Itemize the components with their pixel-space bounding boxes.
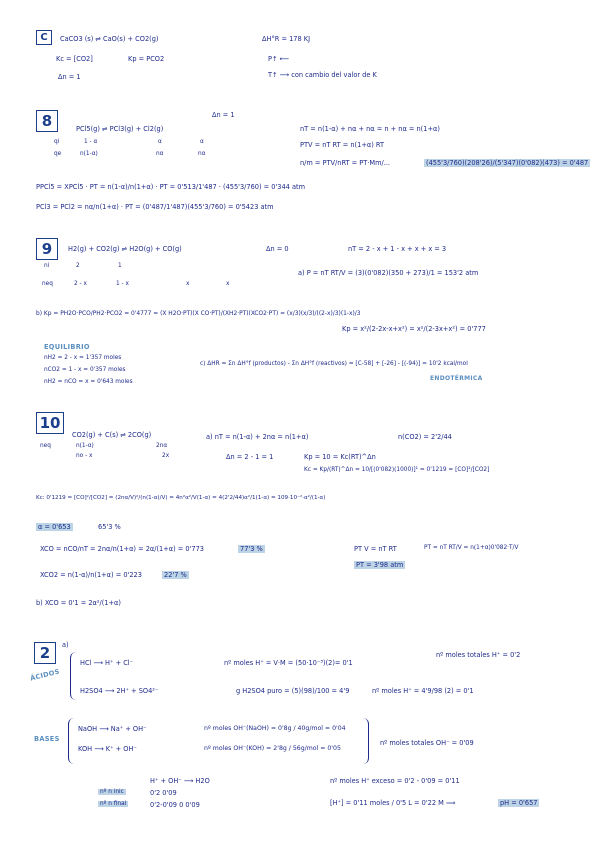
s9-delta-n: Δn = 0 bbox=[266, 245, 289, 253]
s10-x-co2-percent bbox=[162, 572, 189, 579]
s10-part-b: b) XCO = 0'1 = 2α²/(1+α) bbox=[36, 599, 121, 607]
s8-row-initial-label: qi bbox=[54, 139, 60, 145]
s9-total-moles: nT = 2 - x + 1 - x + x + x = 3 bbox=[348, 245, 447, 253]
s8-row-eq-p2: nα bbox=[198, 151, 206, 157]
section-8-box: 8 bbox=[36, 110, 58, 132]
s10-row-eq-co2: no - x bbox=[76, 453, 93, 459]
s9-row-eq-co2: 1 - x bbox=[116, 281, 129, 287]
s9-part-b: b) Kp = PH2O·PCO/PH2·PCO2 = 0'4777 = (X H2O·PT)(X CO·PT)/(XH2·PT)(XCO2·PT) = (x/3)(x/3)/((2-x)/3)(1-x)/3 bbox=[36, 311, 361, 317]
s10-x-co-percent-text: 77'3 % bbox=[240, 545, 263, 553]
s2-koh-moles: nº moles OH⁻(KOH) = 2'8g / 56g/mol = 0'05 bbox=[204, 745, 341, 752]
s9-row-initial-h2: 2 bbox=[76, 263, 80, 269]
s2-koh: KOH ⟶ K⁺ + OH⁻ bbox=[78, 745, 137, 753]
s10-row-initial-co: 2nα bbox=[156, 443, 168, 449]
s10-pt-result bbox=[354, 562, 405, 569]
s2-initial-label-text: nº n inic bbox=[100, 789, 124, 795]
s2-ph bbox=[498, 800, 539, 807]
section-2-box: 2 bbox=[34, 642, 56, 664]
s10-alpha bbox=[36, 524, 73, 531]
s10-row-initial-label: neq bbox=[40, 443, 51, 449]
s8-row-eq-reactant: n(1-α) bbox=[80, 151, 98, 157]
s9-row-initial-label: ni bbox=[44, 263, 50, 269]
section-10-box: 10 bbox=[36, 412, 64, 434]
s10-part-a: a) nT = n(1-α) + 2nα = n(1+α) bbox=[206, 433, 309, 441]
s10-x-co2: XCO2 = n(1-α)/n(1+α) = 0'223 bbox=[40, 571, 142, 579]
s8-delta-n: Δn = 1 bbox=[212, 111, 235, 119]
s9-row-eq-h2o: x bbox=[186, 281, 190, 287]
s2-hcl-moles: nº moles H⁺ = V·M = (50·10⁻³)(2)= 0'1 bbox=[224, 659, 353, 667]
s8-row-eq-label: qe bbox=[54, 151, 62, 157]
s2-final-label bbox=[98, 802, 128, 808]
s10-ptv: PT V = nT RT bbox=[354, 545, 397, 553]
s8-total-moles: nT = n(1-α) + nα + nα = n + nα = n(1+α) bbox=[300, 125, 440, 133]
s2-initial-label bbox=[98, 790, 126, 796]
s8-p-pcl5: PPCl5 = XPCl5 · PT = n(1-α)/n(1+α) · PT = 0'513/1'487 · (455'3/760) = 0'344 atm bbox=[36, 183, 305, 191]
s8-alpha-calc bbox=[424, 160, 590, 167]
s9-equilibrium-title: EQUILIBRIO bbox=[44, 343, 90, 351]
s8-p-pcl3: PCl3 = PCl2 = nα/n(1+α) · PT = (0'487/1'487)(455'3/760) = 0'5423 atm bbox=[36, 203, 274, 211]
c-temperature-effect: T↑ ⟶ con cambio del valor de K bbox=[268, 71, 377, 79]
s2-part-a: a) bbox=[62, 641, 69, 649]
c-reaction: CaCO3 (s) ⇌ CaO(s) + CO2(g) bbox=[60, 35, 159, 43]
s10-delta-n: Δn = 2 - 1 = 1 bbox=[226, 453, 274, 461]
s2-final-label-text: nº n final bbox=[100, 801, 127, 807]
s2-h2so4: H2SO4 ⟶ 2H⁺ + SO4²⁻ bbox=[80, 687, 159, 695]
s2-naoh-moles: nº moles OH⁻(NaOH) = 0'8g / 40g/mol = 0'04 bbox=[204, 725, 346, 732]
s9-eq-h2: nH2 = 2 - x = 1'357 moles bbox=[44, 355, 122, 361]
s2-acids-bracket bbox=[70, 652, 77, 700]
s10-kp: Kp = 10 = Kc(RT)^Δn bbox=[304, 453, 376, 461]
s2-ph-text: pH = 0'657 bbox=[500, 799, 538, 807]
s10-alpha-percent: 65'3 % bbox=[98, 523, 121, 531]
s10-reaction: CO2(g) + C(s) ⇌ 2CO(g) bbox=[72, 431, 152, 439]
s8-row-initial-p1: α bbox=[158, 139, 162, 145]
s10-pt-formula: PT = nT RT/V = n(1+α)0'082·T/V bbox=[424, 545, 519, 551]
s9-eq-co2: nCO2 = 1 - x = 0'357 moles bbox=[44, 367, 126, 373]
s10-kc-expanded: Kc: 0'1219 = [CO]²/[CO2] = (2nα/V)²/(n(1-α)/V) = 4n²α²/V(1-α) = 4(2'2/44)α²/1(1-α) = 109·10⁻²·α²/(1-α) bbox=[36, 495, 326, 501]
s10-alpha-text: α = 0'653 bbox=[38, 523, 71, 531]
s8-fraction: n/m = PTV/nRT = PT·Mm/... bbox=[300, 159, 391, 167]
s8-row-initial-reactant: 1 - α bbox=[84, 139, 98, 145]
s9-row-initial-co2: 1 bbox=[118, 263, 122, 269]
s2-initial-values: 0'2 0'09 bbox=[150, 789, 177, 797]
s9-eq-h2o-co: nH2 = nCO = x = 0'643 moles bbox=[44, 379, 133, 385]
s10-n-co2: n(CO2) = 2'2/44 bbox=[398, 433, 452, 441]
s2-total-h: nº moles totales H⁺ = 0'2 bbox=[436, 651, 521, 659]
section-9-box: 9 bbox=[36, 238, 58, 260]
c-kp: Kp = PCO2 bbox=[128, 55, 165, 63]
s2-final-values: 0'2-0'09 0 0'09 bbox=[150, 801, 200, 809]
c-pressure-effect: P↑ ⟵ bbox=[268, 55, 290, 63]
s9-reaction: H2(g) + CO2(g) ⇌ H2O(g) + CO(g) bbox=[68, 245, 182, 253]
s2-bases-closing-bracket bbox=[362, 718, 369, 764]
s10-pt-result-text: PT = 3'98 atm bbox=[356, 561, 404, 569]
s9-part-a: a) P = nT RT/V = (3)(0'082)(350 + 273)/1 = 153'2 atm bbox=[298, 269, 479, 277]
s2-h2so4-moles: nº moles H⁺ = 4'9/98 (2) = 0'1 bbox=[372, 687, 474, 695]
s9-endothermic: ENDOTÉRMICA bbox=[430, 375, 483, 382]
s10-x-co2-percent-text: 22'7 % bbox=[164, 571, 187, 579]
c-kc: Kc = [CO2] bbox=[56, 55, 93, 63]
s9-part-c: c) ΔHR = Σn ΔH°f (productos) - Σn ΔH°f (reactivos) = [C-58] + [-26] - [(-94)] = 10'2 kcal/mol bbox=[200, 361, 468, 367]
s8-alpha-calc-text: (455'3/760)(208'26)/(5'347)(0'082)(473) = 0'487 bbox=[426, 159, 589, 167]
s2-neutralization: H⁺ + OH⁻ ⟶ H2O bbox=[150, 777, 210, 785]
s10-x-co: XCO = nCO/nT = 2nα/n(1+α) = 2α/(1+α) = 0'773 bbox=[40, 545, 204, 553]
section-c-box: C bbox=[36, 30, 52, 45]
s2-concentration: [H⁺] = 0'11 moles / 0'5 L = 0'22 M ⟹ bbox=[330, 799, 456, 807]
s2-total-oh: nº moles totales OH⁻ = 0'09 bbox=[380, 739, 474, 747]
s8-row-eq-p1: nα bbox=[156, 151, 164, 157]
s8-reaction: PCl5(g) ⇌ PCl3(g) + Cl2(g) bbox=[76, 125, 164, 133]
s9-row-eq-label: neq bbox=[42, 281, 53, 287]
s2-excess: nº moles H⁺ exceso = 0'2 - 0'09 = 0'11 bbox=[330, 777, 460, 785]
s10-row-eq-co: 2x bbox=[162, 453, 170, 459]
s8-row-initial-p2: α bbox=[200, 139, 204, 145]
s2-hcl: HCl ⟶ H⁺ + Cl⁻ bbox=[80, 659, 134, 667]
s2-acids-label: ÁCIDOS bbox=[29, 667, 61, 683]
c-delta-n: Δn = 1 bbox=[58, 73, 81, 81]
s9-kp-solution: Kp = x²/(2-2x-x+x²) = x²/(2-3x+x²) = 0'777 bbox=[342, 325, 486, 333]
s2-naoh: NaOH ⟶ Na⁺ + OH⁻ bbox=[78, 725, 147, 733]
s2-bases-label: BASES bbox=[34, 735, 60, 743]
s10-kc: Kc = Kp/(RT)^Δn = 10/[(0'082)(1000)]¹ = 0'1219 = [CO]²/[CO2] bbox=[304, 467, 490, 473]
s2-h2so4-grams: g H2SO4 puro = (5)(98)/100 = 4'9 bbox=[236, 687, 350, 695]
s9-row-eq-h2: 2 - x bbox=[74, 281, 87, 287]
s9-row-eq-co: x bbox=[226, 281, 230, 287]
s8-ideal-gas: PTV = nT RT = n(1+α) RT bbox=[300, 141, 384, 149]
s2-bases-bracket bbox=[68, 718, 75, 764]
c-enthalpy: ΔH°R = 178 KJ bbox=[262, 35, 311, 43]
s10-x-co-percent bbox=[238, 546, 265, 553]
s10-row-initial-co2: n(1-α) bbox=[76, 443, 94, 449]
